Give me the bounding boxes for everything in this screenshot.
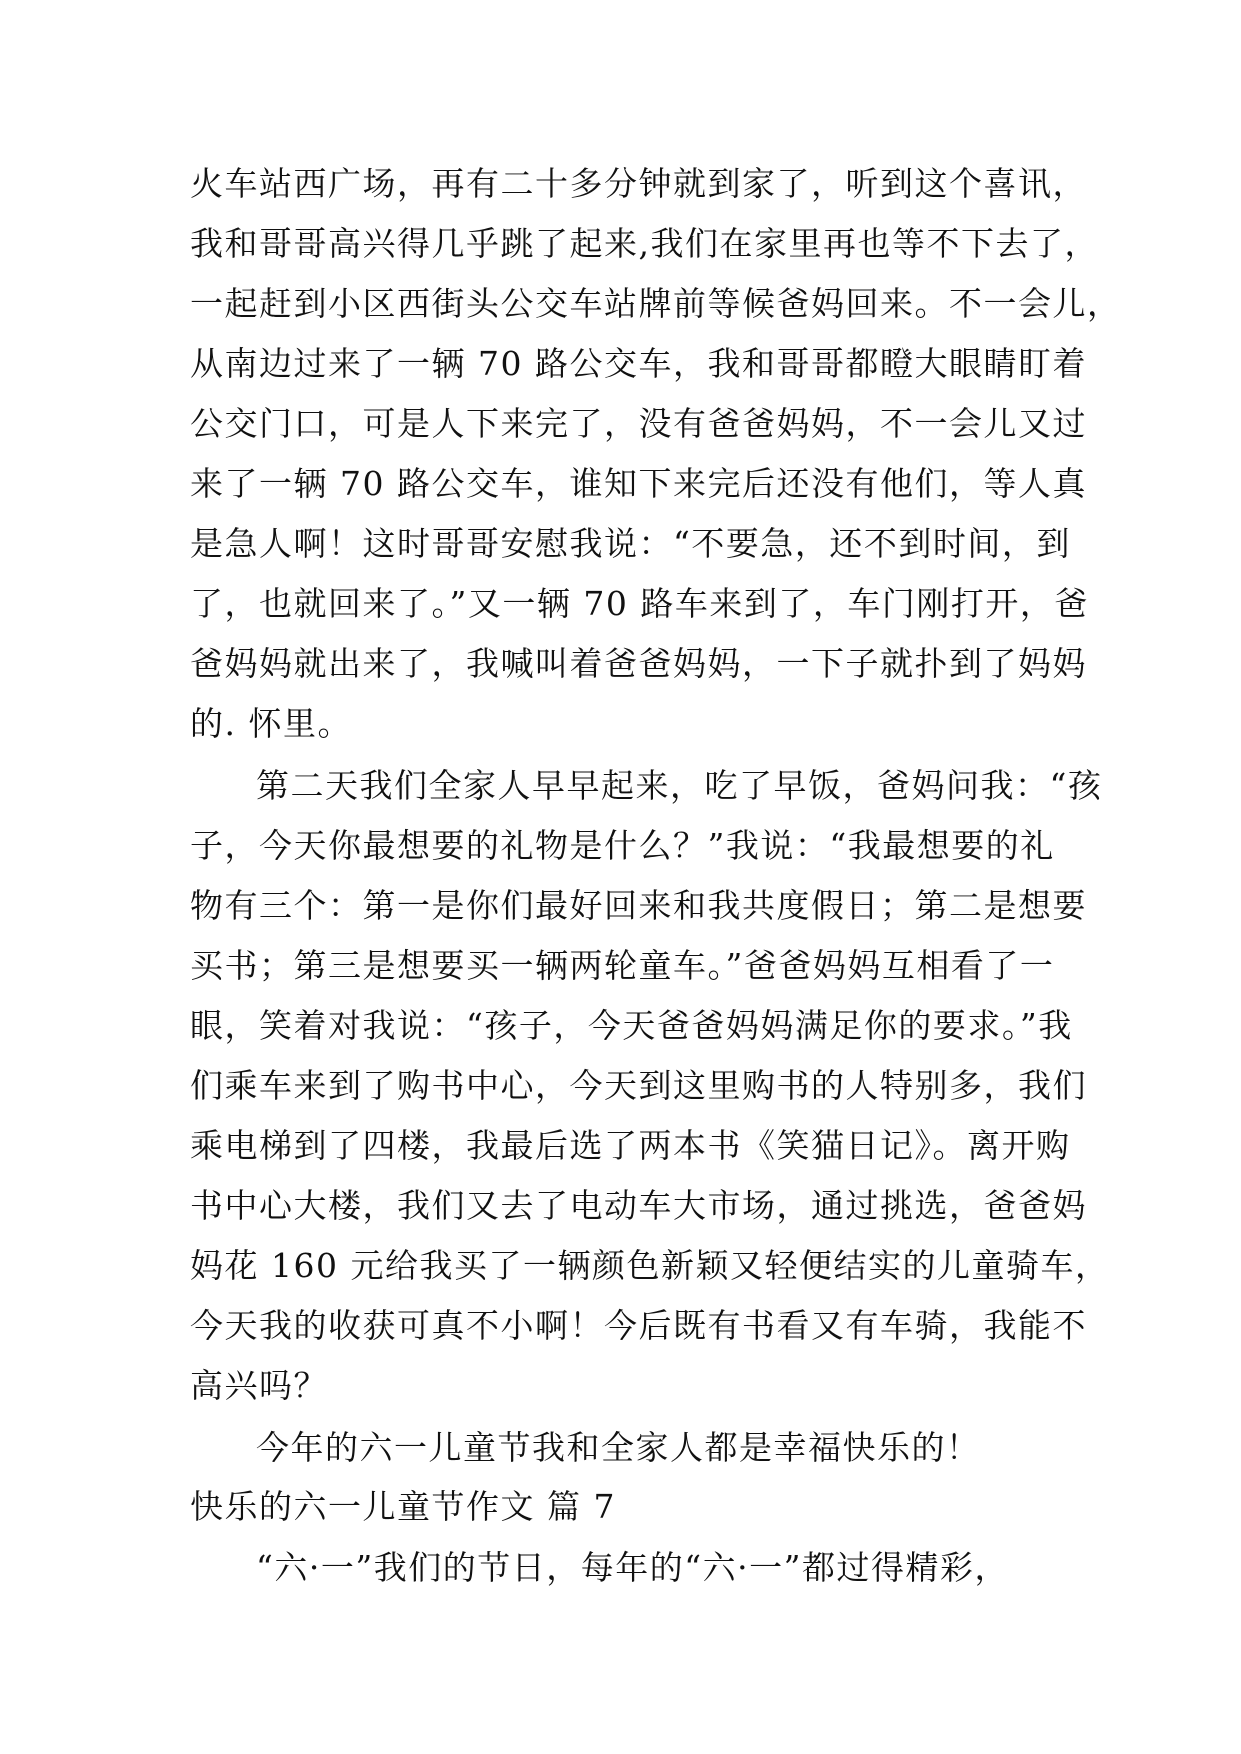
text-line: 我和哥哥高兴得几乎跳了起来,我们在家里再也等不下去了， xyxy=(190,224,1099,263)
text-line: 妈花 160 元给我买了一辆颜色新颖又轻便结实的儿童骑车， xyxy=(190,1246,1110,1285)
text-line: 的. 怀里。 xyxy=(190,704,352,743)
paragraph-start-line: 今年的六一儿童节我和全家人都是幸福快乐的！ xyxy=(256,1428,981,1467)
text-line: 们乘车来到了购书中心，今天到这里购书的人特别多，我们 xyxy=(190,1066,1087,1105)
text-line: 来了一辆 70 路公交车，谁知下来完后还没有他们，等人真 xyxy=(190,464,1087,503)
text-line: 今天我的收获可真不小啊！今后既有书看又有车骑，我能不 xyxy=(190,1306,1087,1345)
text-line: 火车站西广场，再有二十多分钟就到家了，听到这个喜讯， xyxy=(190,164,1087,203)
paragraph-start-line: 第二天我们全家人早早起来，吃了早饭，爸妈问我：“孩 xyxy=(256,766,1103,805)
text-line: 买书；第三是想要买一辆两轮童车。”爸爸妈妈互相看了一 xyxy=(190,946,1055,985)
text-line: 爸妈妈就出来了，我喊叫着爸爸妈妈，一下子就扑到了妈妈 xyxy=(190,644,1087,683)
text-line: 高兴吗？ xyxy=(190,1366,328,1405)
text-line: 子，今天你最想要的礼物是什么？”我说：“我最想要的礼 xyxy=(190,826,1055,865)
text-line: 是急人啊！这时哥哥安慰我说：“不要急，还不到时间，到 xyxy=(190,524,1071,563)
text-line: 公交门口，可是人下来完了，没有爸爸妈妈，不一会儿又过 xyxy=(190,404,1087,443)
text-line: 从南边过来了一辆 70 路公交车，我和哥哥都瞪大眼睛盯着 xyxy=(190,344,1087,383)
text-line: 物有三个：第一是你们最好回来和我共度假日；第二是想要 xyxy=(190,886,1087,925)
section-heading: 快乐的六一儿童节作文 篇 7 xyxy=(190,1487,616,1526)
text-line: 书中心大楼，我们又去了电动车大市场，通过挑选，爸爸妈 xyxy=(190,1186,1087,1225)
text-line: 眼，笑着对我说：“孩子，今天爸爸妈妈满足你的要求。”我 xyxy=(190,1006,1073,1045)
paragraph-start-line: “六·一”我们的节日，每年的“六·一”都过得精彩， xyxy=(256,1548,1009,1587)
text-line: 了，也就回来了。”又一辆 70 路车来到了，车门刚打开，爸 xyxy=(190,584,1089,623)
text-line: 乘电梯到了四楼，我最后选了两本书《笑猫日记》。离开购 xyxy=(190,1126,1071,1165)
text-line: 一起赶到小区西街头公交车站牌前等候爸妈回来。不一会儿， xyxy=(190,284,1122,323)
